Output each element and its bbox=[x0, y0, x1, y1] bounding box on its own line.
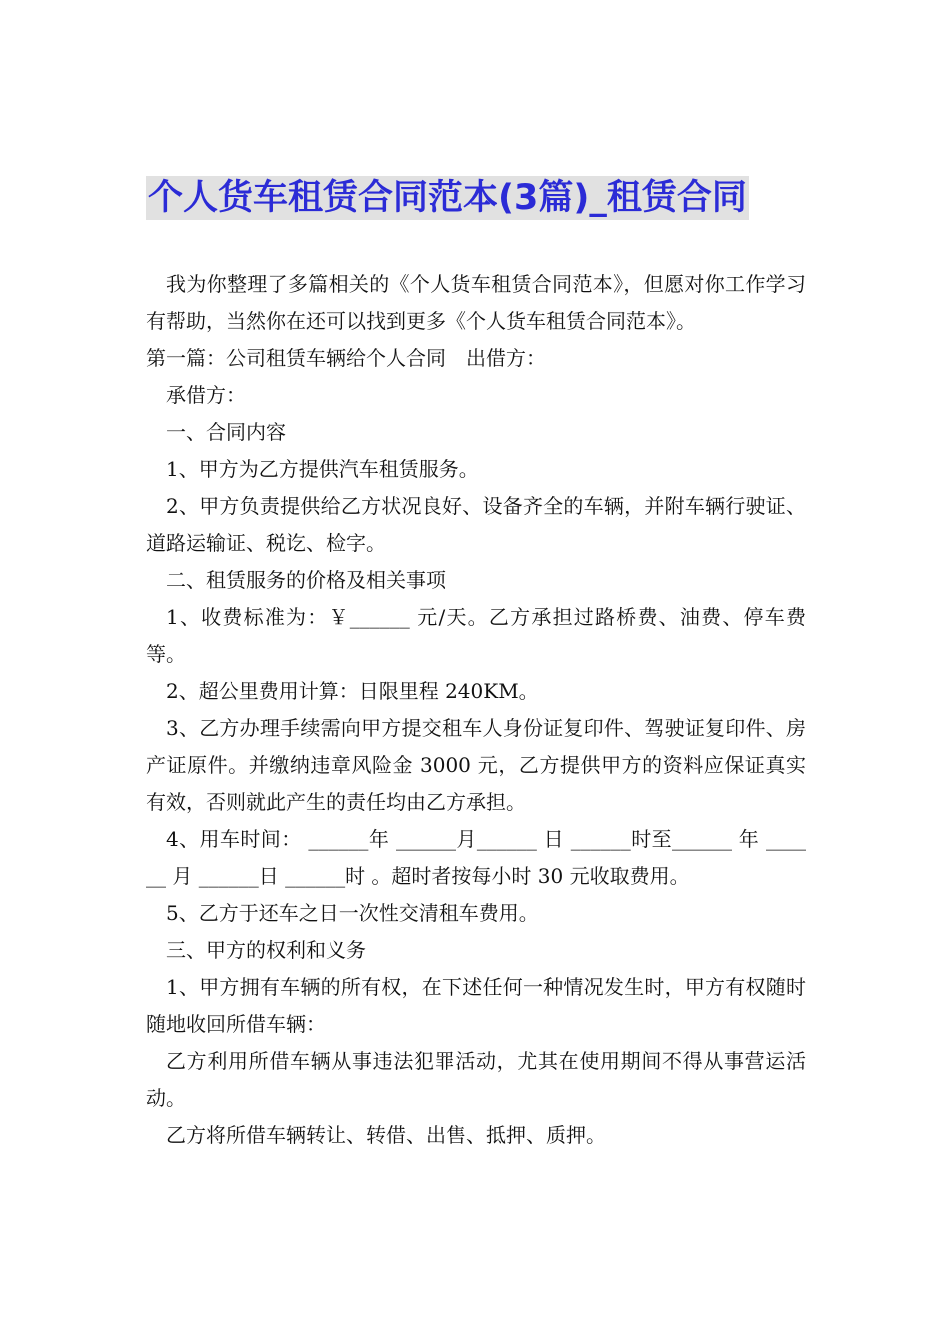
document-body bbox=[146, 266, 806, 1154]
clause-3-1: 1、甲方拥有车辆的所有权，在下述任何一种情况发生时，甲方有权随时随地收回所借车辆： bbox=[146, 975, 806, 1036]
clause-2-2: 2、超公里费用计算：日限里程 240KM。 bbox=[166, 679, 539, 703]
clause-1-2: 2、甲方负责提供给乙方状况良好、设备齐全的车辆，并附车辆行驶证、道路运输证、税讫、检字。 bbox=[146, 494, 806, 555]
section-heading-part-one: 第一篇：公司租赁车辆给个人合同 出借方： bbox=[146, 346, 546, 370]
clause-2-5: 5、乙方于还车之日一次性交清租车费用。 bbox=[166, 901, 539, 925]
borrower-line: 承借方： bbox=[166, 383, 246, 407]
clause-2-3: 3、乙方办理手续需向甲方提交租车人身份证复印件、驾驶证复印件、房产证原件。并缴纳违章风险金 3000 元，乙方提供甲方的资料应保证真实有效，否则就此产生的责任均由乙方承担。 bbox=[146, 716, 806, 814]
heading-contract-content: 一、合同内容 bbox=[166, 420, 286, 444]
document-title: 个人货车租赁合同范本(3篇)_租赁合同 bbox=[148, 178, 747, 218]
heading-lessor-rights: 三、甲方的权利和义务 bbox=[166, 938, 366, 962]
clause-2-4: 4、用车时间： ______年 ______月______ 日 ______时至______ 年 ______ 月 ______日 ______时 。超时者按每小时 30 元收取费用。 bbox=[146, 827, 806, 888]
clause-1-1: 1、甲方为乙方提供汽车租赁服务。 bbox=[166, 457, 479, 481]
clause-3-1-b: 乙方将所借车辆转让、转借、出售、抵押、质押。 bbox=[166, 1123, 606, 1147]
intro-paragraph: 我为你整理了多篇相关的《个人货车租赁合同范本》，但愿对你工作学习有帮助，当然你在还可以找到更多《个人货车租赁合同范本》。 bbox=[146, 272, 806, 333]
clause-3-1-a: 乙方利用所借车辆从事违法犯罪活动，尤其在使用期间不得从事营运活动。 bbox=[146, 1049, 806, 1110]
heading-price-and-terms: 二、租赁服务的价格及相关事项 bbox=[166, 568, 446, 592]
clause-2-1: 1、收费标准为：￥______ 元/天。乙方承担过路桥费、油费、停车费等。 bbox=[146, 605, 806, 666]
